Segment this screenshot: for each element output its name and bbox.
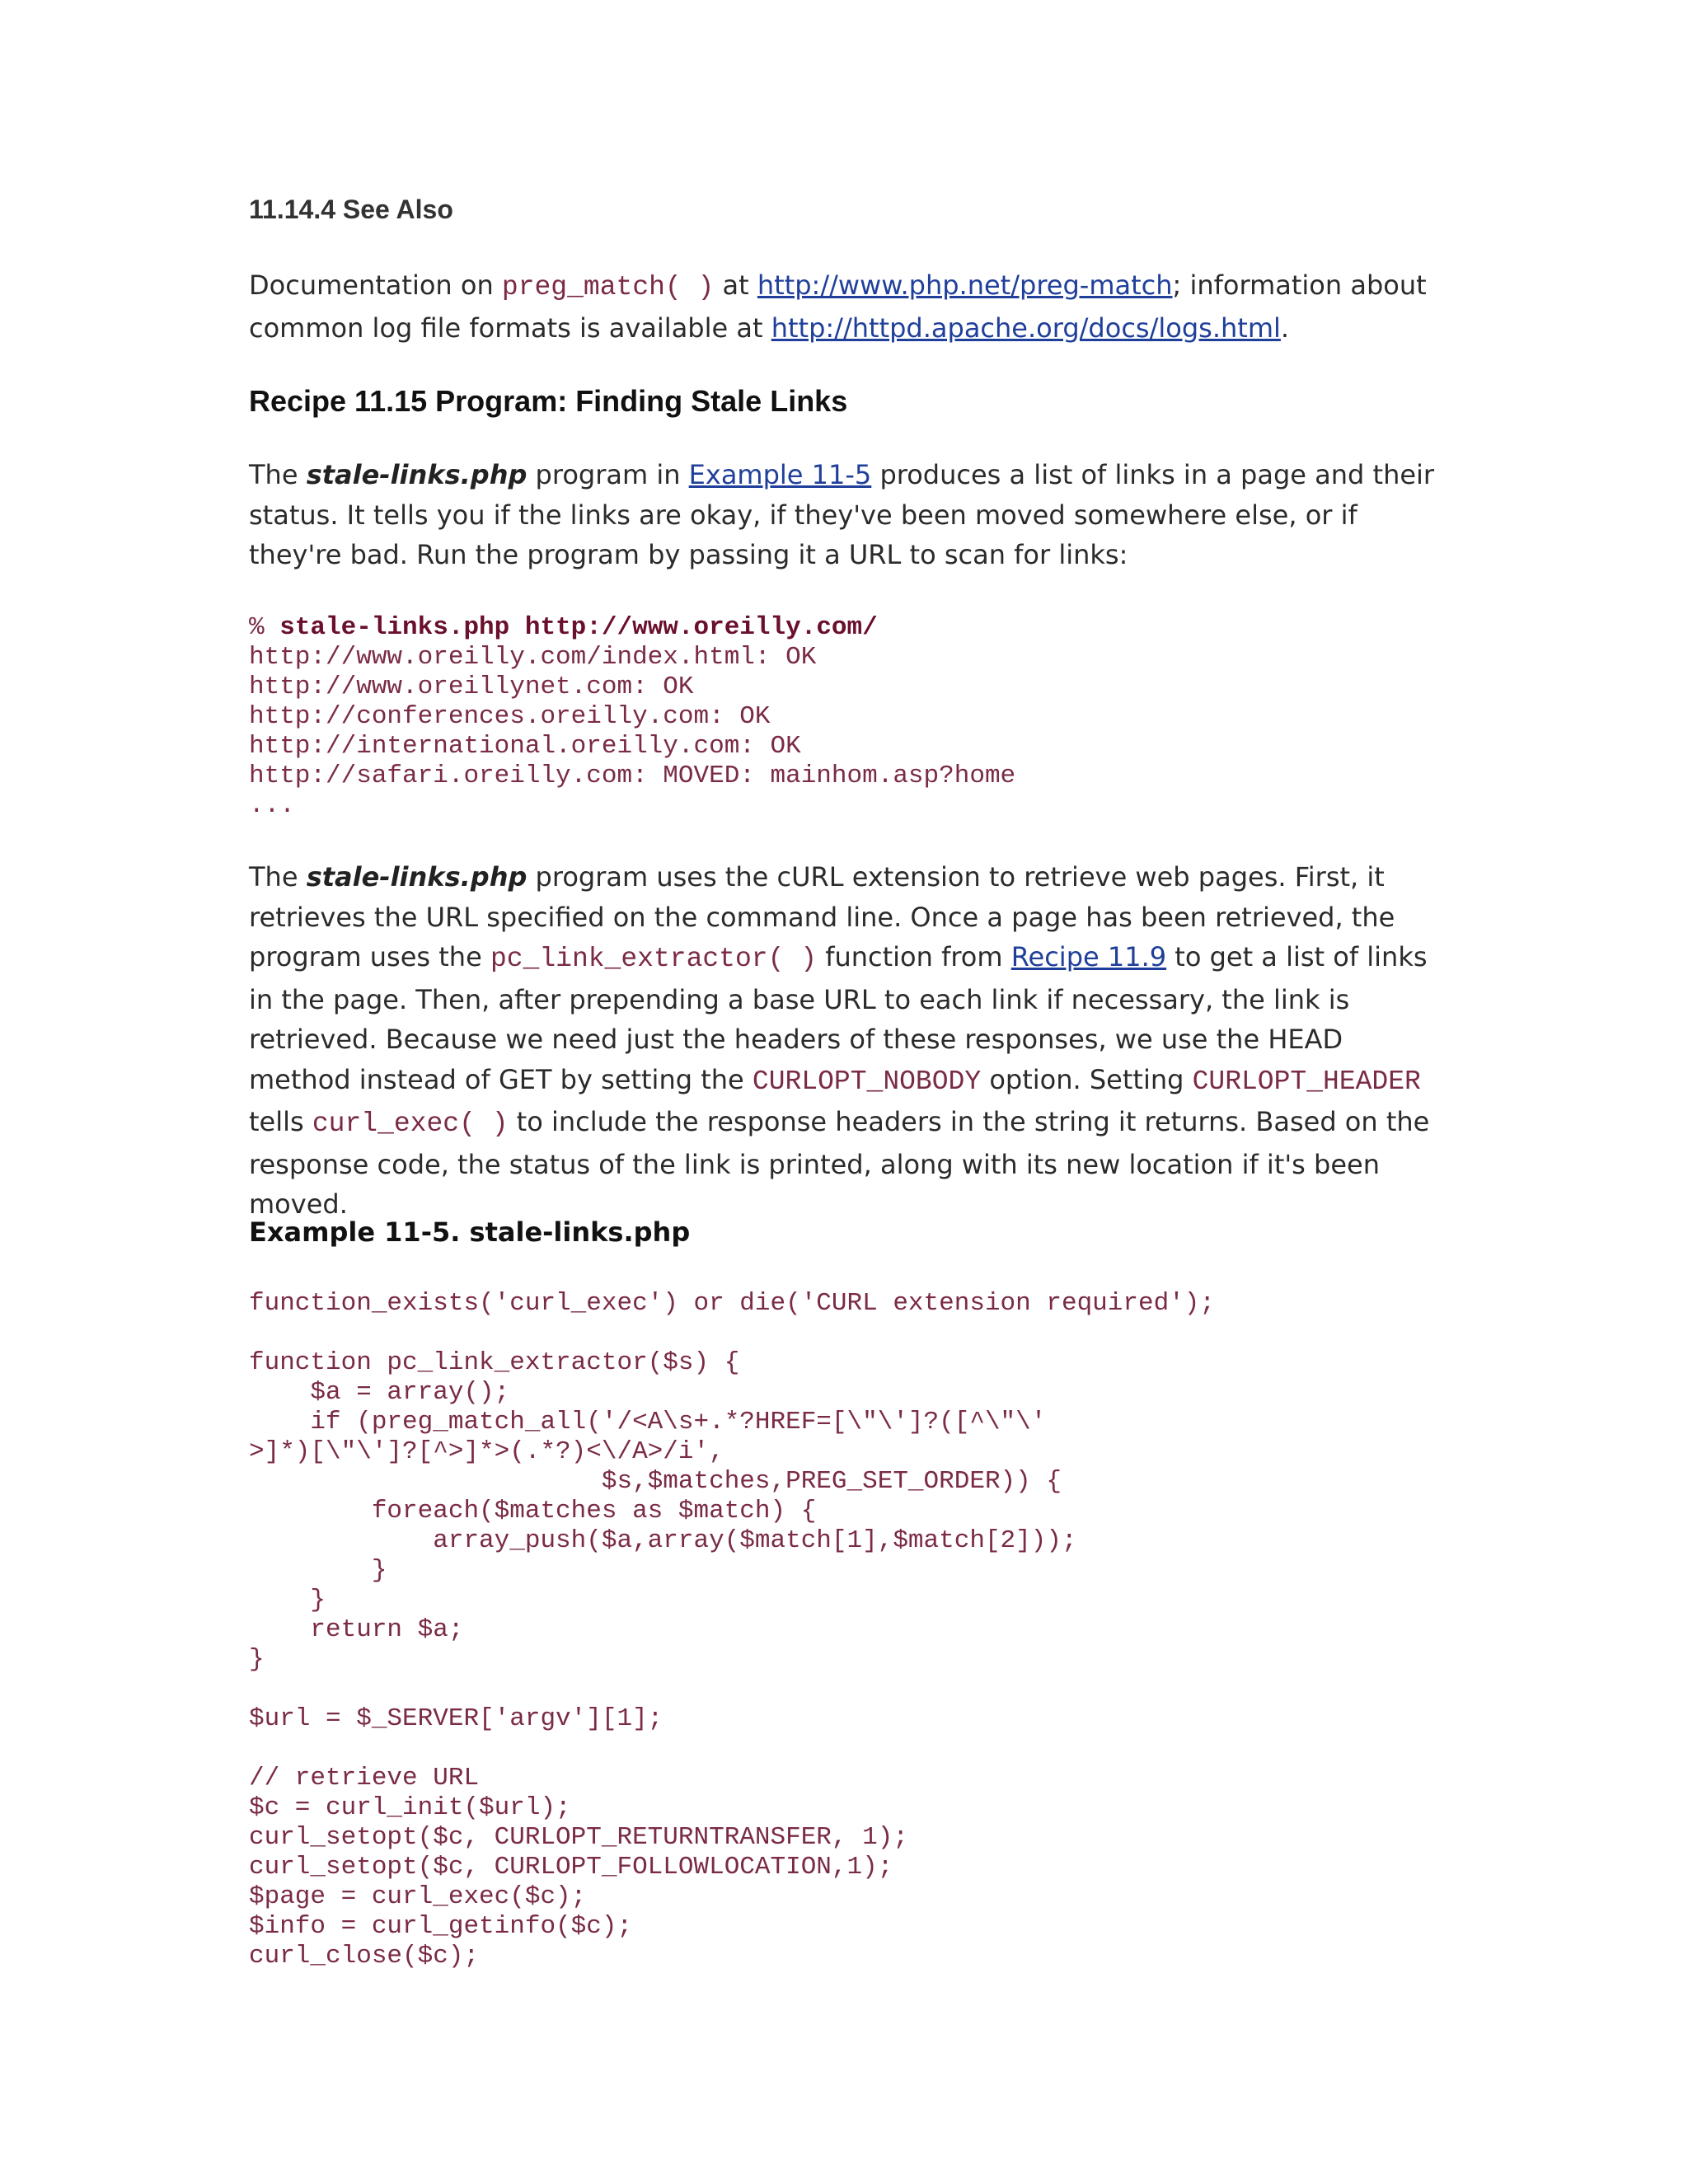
- inline-code: curl_exec( ): [312, 1108, 509, 1139]
- terminal-output: [249, 613, 1015, 821]
- text-run: to include the response headers in the string it returns. Based on the response code, the status of the link is printed, along with its new location if it's been moved.: [249, 1106, 1430, 1220]
- recipe-heading: Recipe 11.15 Program: Finding Stale Links: [249, 384, 848, 418]
- text-run: .: [1280, 312, 1290, 344]
- recipe-11-9-link[interactable]: Recipe 11.9: [1010, 941, 1167, 972]
- example-11-5-link[interactable]: Example 11-5: [688, 459, 872, 490]
- recipe-intro-paragraph: [249, 455, 1452, 575]
- text-run: produces a list of links in a page and their status. It tells you if the links are okay, if they've been moved somewhere else, or if they're bad. Run the program by passing it a URL to scan for links:: [249, 459, 1435, 570]
- see-also-paragraph: [249, 265, 1452, 348]
- text-run: program uses the cURL extension to retrieve web pages. First, it retrieves the URL specified on the command line. Once a page has been retrieved, the program uses the: [249, 861, 1395, 972]
- text-run: The: [249, 459, 307, 490]
- example-code-block: function_exists('curl_exec') or die('CURL extension required'); function pc_link_extractor($s) { $a = array(); if (preg_match_all('/<A\s+.*?HREF=[\"\']?([^\"\' >]*)[\"\']?[^>]*>(.*?)<\/A>/i', $s,$matches,PREG_SET_ORDER)) { foreach($matches as $match) { array_push($a,array($match[1],$match[2])); } } return $a; } $url = $_SERVER['argv'][1]; // retrieve URL $c = curl_init($url); curl_setopt($c, CURLOPT_RETURNTRANSFER, 1); curl_setopt($c, CURLOPT_FOLLOWLOCATION,1); $page = curl_exec($c); $info = curl_getinfo($c); curl_close($c);: [249, 1289, 1215, 1971]
- inline-code: preg_match( ): [501, 272, 715, 302]
- inline-code: pc_link_extractor( ): [490, 944, 818, 974]
- example-heading: Example 11-5. stale-links.php: [249, 1216, 691, 1248]
- filename: stale-links.php: [306, 459, 528, 490]
- text-run: The: [249, 861, 307, 893]
- shell-command: stale-links.php http://www.oreilly.com/: [279, 613, 878, 642]
- explanation-paragraph: [249, 857, 1452, 1225]
- php-docs-link[interactable]: http://www.php.net/preg-match: [757, 269, 1173, 301]
- apache-logs-link[interactable]: http://httpd.apache.org/docs/logs.html: [771, 312, 1281, 344]
- text-run: to get a list of links in the page. Then, after prepending a base URL to each link if necessary, the link is retrieved. Because we need just the headers of these responses, we use the HEAD method instead of GET by setting the: [249, 941, 1428, 1095]
- text-run: tells: [249, 1106, 312, 1137]
- text-run: function from: [817, 941, 1011, 972]
- text-run: option. Setting: [981, 1063, 1193, 1095]
- text-run: program in: [527, 459, 689, 490]
- inline-code: CURLOPT_NOBODY: [752, 1066, 982, 1097]
- text-run: at: [714, 269, 757, 301]
- text-run: ; information about common log file formats is available at: [249, 269, 1427, 344]
- text-run: Documentation on: [249, 269, 502, 301]
- see-also-heading: 11.14.4 See Also: [249, 194, 453, 224]
- inline-code: CURLOPT_HEADER: [1192, 1066, 1421, 1097]
- shell-prompt: %: [249, 613, 280, 642]
- command-output: http://www.oreilly.com/index.html: OK http://www.oreillynet.com: OK http://conferences.oreilly.com: OK http://international.oreilly.com: OK http://safari.oreilly.com: MOVED: mainhom.asp?home ...: [249, 643, 1016, 820]
- filename: stale-links.php: [306, 861, 528, 893]
